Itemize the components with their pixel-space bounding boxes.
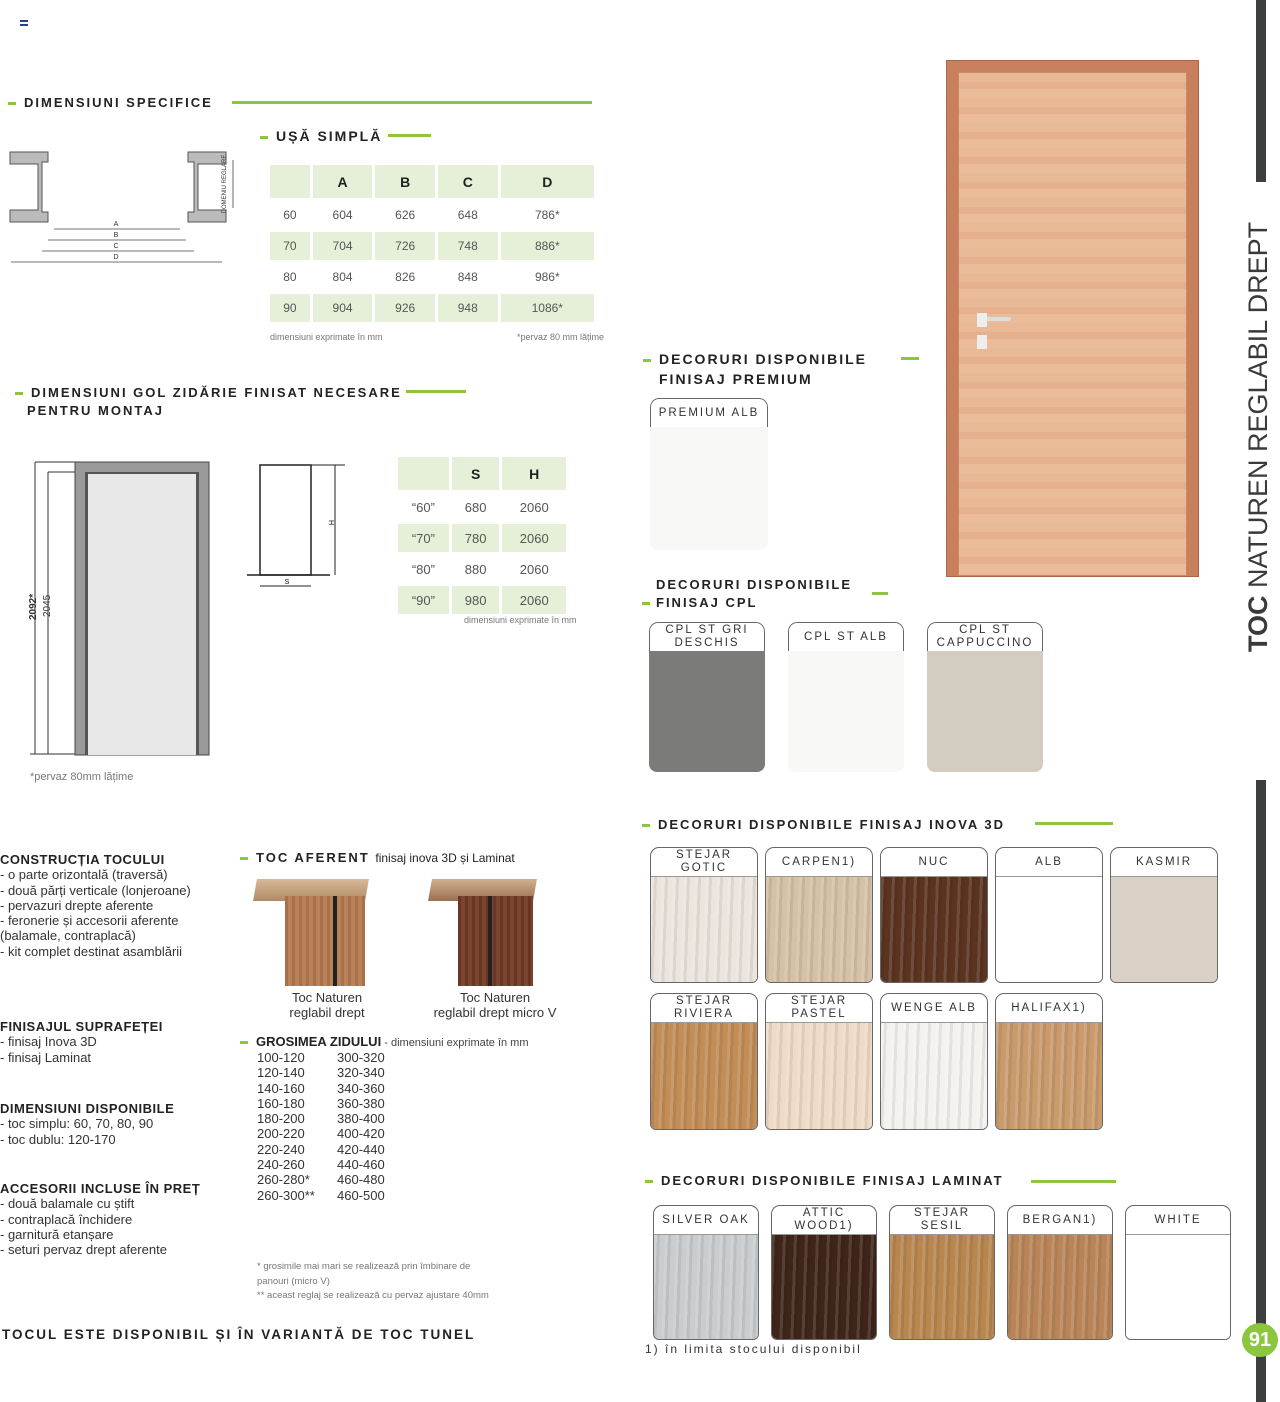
info-item: - finisaj Laminat — [0, 1049, 92, 1065]
info-title: DIMENSIUNI DISPONIBILE — [0, 1101, 175, 1116]
decor-card[interactable] — [1110, 847, 1218, 983]
decor-swatch — [996, 1023, 1102, 1129]
info-accesorii — [0, 1181, 200, 1257]
heading: DECORURI DISPONIBILE FINISAJ INOVA 3D — [658, 817, 1006, 832]
column-header: C — [438, 165, 498, 198]
table-cell: 680 — [464, 499, 487, 515]
info-item: (balamale, contraplacă) — [0, 928, 136, 944]
grosime-value: 360-380 — [337, 1095, 385, 1111]
section-inova — [642, 817, 1005, 832]
label-domeniu: DOMENIU REGLARE — [222, 154, 228, 214]
table-cell: 60 — [283, 208, 297, 222]
table-cell: 980 — [452, 586, 500, 614]
decor-swatch — [1126, 1235, 1230, 1339]
table-note: dimensiuni exprimate în mm — [270, 332, 383, 342]
toc-image-drept — [255, 874, 367, 986]
decor-swatch — [650, 427, 768, 550]
column-header — [398, 457, 449, 490]
side-bar — [1256, 780, 1266, 1402]
logo-mark — [20, 20, 28, 26]
heading: UȘĂ SIMPLĂ — [276, 128, 383, 144]
info-item: - pervazuri drepte aferente — [0, 897, 154, 913]
grosime-row — [257, 1081, 385, 1096]
label-s: S — [284, 579, 290, 586]
table-cell: 904 — [313, 294, 373, 322]
heading: TOC AFERENT — [256, 850, 370, 865]
side-bar — [1256, 0, 1266, 182]
table-cell: 880 — [464, 561, 487, 577]
decor-name: ALB — [996, 848, 1102, 877]
decor-name: PREMIUM ALB — [650, 398, 768, 427]
toc-tunel-note: TOCUL ESTE DISPONIBIL ȘI ÎN VARIANTĂ DE TOC TUNEL — [2, 1327, 476, 1342]
decor-name: STEJAR RIVIERA — [651, 994, 757, 1023]
decor-card[interactable] — [927, 622, 1043, 772]
table-cell: 848 — [457, 270, 478, 284]
decor-card[interactable] — [650, 847, 758, 983]
section-toc-aferent — [240, 850, 515, 865]
grosime-row — [257, 1142, 385, 1157]
grosime-value: 320-340 — [337, 1065, 385, 1081]
grosime-value: 460-500 — [337, 1187, 385, 1203]
column-header: H — [502, 457, 566, 490]
info-title: ACCESORII INCLUSE ÎN PREȚ — [0, 1181, 201, 1196]
decor-name: CPL ST CAPPUCCINO — [927, 622, 1043, 651]
door-image — [946, 60, 1199, 577]
table-cell: 726 — [375, 232, 435, 260]
decor-swatch — [651, 1023, 757, 1129]
section-laminat — [645, 1173, 1004, 1188]
decor-swatch — [881, 1023, 987, 1129]
grosime-value: 400-420 — [337, 1126, 385, 1142]
table-cell: 786* — [534, 208, 560, 222]
caption-line: Toc Naturen — [459, 990, 531, 1005]
table-cell: 2060 — [502, 524, 566, 552]
decor-card[interactable] — [880, 847, 988, 983]
label-d: D — [113, 254, 119, 261]
table-cell: “90” — [398, 586, 449, 614]
decor-card[interactable] — [1125, 1205, 1231, 1340]
info-item: - o parte orizontală (traversă) — [0, 867, 168, 883]
grosime-value: 460-480 — [337, 1172, 385, 1188]
decor-card[interactable] — [788, 622, 904, 772]
table-row — [398, 524, 566, 552]
table-note: *pervaz 80 mm lățime — [517, 332, 605, 342]
decor-name: STEJAR SESIL — [890, 1206, 994, 1235]
table-row — [398, 555, 566, 583]
decor-swatch — [654, 1235, 758, 1339]
decor-card[interactable] — [650, 993, 758, 1130]
decor-card[interactable] — [650, 398, 768, 550]
section-premium — [643, 349, 867, 389]
divider — [388, 134, 431, 137]
decor-name: CPL ST ALB — [788, 622, 904, 651]
table-row — [398, 493, 566, 521]
door-opening-diagram — [25, 455, 220, 765]
table-row — [398, 586, 566, 614]
decor-row-inova — [650, 847, 1218, 983]
heading: DECORURI DISPONIBILE — [659, 351, 868, 367]
dim-2045: 2045 — [42, 594, 53, 617]
caption-line: reglabil drept — [289, 1005, 365, 1020]
decor-swatch — [772, 1235, 876, 1339]
info-item: - seturi pervaz drept aferente — [0, 1242, 167, 1258]
table-cell: 90 — [270, 294, 310, 322]
grosime-row — [257, 1050, 385, 1065]
decor-swatch — [766, 877, 872, 982]
grosime-value: 340-360 — [337, 1080, 385, 1096]
decor-swatch — [927, 651, 1043, 772]
grosime-value: 380-400 — [337, 1111, 385, 1127]
decor-swatch — [1008, 1235, 1112, 1339]
info-constructia — [0, 852, 191, 959]
label-h: H — [327, 520, 334, 526]
decor-name: CARPEN1) — [766, 848, 872, 877]
grosime-value: 100-120 — [257, 1050, 305, 1065]
decor-row-cpl — [649, 622, 1043, 772]
section-usa-simpla — [260, 128, 382, 144]
info-item: - toc dublu: 120-170 — [0, 1131, 116, 1147]
decor-card[interactable] — [771, 1205, 877, 1340]
info-item: - finisaj Inova 3D — [0, 1034, 97, 1050]
info-item: - garnitură etanșare — [0, 1226, 114, 1242]
divider — [406, 390, 466, 393]
decor-swatch — [1111, 877, 1217, 982]
table-cell: 2060 — [519, 561, 549, 577]
divider — [1035, 822, 1113, 825]
grosime-value: 220-240 — [257, 1141, 305, 1157]
table-cell: 886* — [501, 232, 594, 260]
grosime-value: 120-140 — [257, 1065, 305, 1081]
decor-swatch — [788, 651, 904, 772]
grosime-value: 200-220 — [257, 1126, 305, 1142]
label-b: B — [113, 232, 119, 239]
grosime-row — [257, 1111, 385, 1126]
decor-swatch — [651, 877, 757, 982]
subheading: - dimensiuni exprimate în mm — [381, 1037, 529, 1049]
table-note: dimensiuni exprimate în mm — [464, 615, 577, 625]
grosime-row — [257, 1065, 385, 1080]
grosime-value: 260-300** — [257, 1187, 315, 1203]
table-cell: 80 — [283, 270, 297, 284]
grosime-row — [257, 1172, 385, 1187]
decor-name: KASMIR — [1111, 848, 1217, 877]
pervaz-note: *pervaz 80mm lățime — [30, 771, 134, 783]
table-cell: “80” — [411, 561, 435, 577]
table-cell: 804 — [332, 270, 353, 284]
grosime-row — [257, 1096, 385, 1111]
divider — [872, 592, 888, 595]
info-title: CONSTRUCȚIA TOCULUI — [0, 852, 165, 867]
table-cell: 1086* — [501, 294, 594, 322]
grosime-value: 140-160 — [257, 1080, 305, 1096]
column-header — [270, 165, 310, 198]
table-cell: 986* — [534, 270, 560, 284]
grosime-value: 420-440 — [337, 1141, 385, 1157]
table-cell: 948 — [438, 294, 498, 322]
frame-section-diagram — [8, 148, 240, 268]
grosime-value: 160-180 — [257, 1095, 305, 1111]
table-row — [270, 294, 594, 322]
table-cell: 604 — [332, 208, 353, 222]
grosime-row — [257, 1157, 385, 1172]
table-row — [270, 201, 594, 229]
dim-2092: 2092* — [28, 593, 39, 620]
section-dimensiuni-specifice — [8, 95, 213, 110]
decor-name: HALIFAX1) — [996, 994, 1102, 1023]
decor-card[interactable] — [649, 622, 765, 772]
side-title-bold: TOC — [1243, 595, 1273, 652]
decor-row-premium — [650, 398, 768, 550]
toc-caption — [267, 990, 387, 1020]
heading: GROSIMEA ZIDULUI — [256, 1034, 382, 1049]
decor-swatch — [766, 1023, 872, 1129]
info-item: - două balamale cu știft — [0, 1196, 135, 1212]
caption-line: reglabil drept micro V — [433, 1005, 557, 1020]
page-number: 91 — [1242, 1323, 1278, 1357]
decor-card[interactable] — [995, 993, 1103, 1130]
table-cell: 648 — [457, 208, 478, 222]
decor-name: WENGE ALB — [881, 994, 987, 1023]
caption-line: Toc Naturen — [291, 990, 363, 1005]
info-title: FINISAJUL SUPRAFEȚEI — [0, 1019, 163, 1034]
decor-card[interactable] — [1007, 1205, 1113, 1340]
subheading: finisaj inova 3D și Laminat — [375, 851, 515, 865]
heading: DECORURI DISPONIBILE — [656, 577, 853, 592]
decor-name: SILVER OAK — [654, 1206, 758, 1235]
gol-zidarie-table — [395, 454, 569, 617]
divider — [901, 357, 919, 360]
divider — [1031, 1180, 1116, 1183]
decor-swatch — [996, 877, 1102, 982]
grosime-row — [257, 1126, 385, 1141]
table-cell: 780 — [452, 524, 500, 552]
decor-name: STEJAR GOTIC — [651, 848, 757, 877]
side-title — [1243, 222, 1274, 652]
stock-footnote: 1) în limita stocului disponibil — [645, 1342, 862, 1356]
table-cell: 626 — [395, 208, 416, 222]
decor-card[interactable] — [765, 993, 873, 1130]
column-header: S — [452, 457, 500, 490]
decor-card[interactable] — [995, 847, 1103, 983]
decor-card[interactable] — [765, 847, 873, 983]
usa-simpla-table — [267, 162, 597, 325]
info-item: - feronerie și accesorii aferente — [0, 913, 179, 929]
wall-opening-diagram — [245, 462, 350, 592]
note-line: panouri (micro V) — [257, 1275, 330, 1287]
info-finisajul — [0, 1019, 163, 1065]
heading: PENTRU MONTAJ — [27, 403, 164, 418]
toc-caption — [420, 990, 570, 1020]
grosime-value: 240-260 — [257, 1157, 305, 1173]
decor-card[interactable] — [880, 993, 988, 1130]
section-grosimea — [240, 1034, 529, 1049]
label-a: A — [113, 221, 119, 228]
info-item: - toc simplu: 60, 70, 80, 90 — [0, 1116, 154, 1132]
table-row — [270, 232, 594, 260]
heading: DIMENSIUNI SPECIFICE — [24, 95, 213, 110]
table-cell: 70 — [270, 232, 310, 260]
grosime-value: 180-200 — [257, 1111, 305, 1127]
label-c: C — [113, 243, 119, 250]
decor-swatch — [649, 651, 765, 772]
decor-row-laminat — [653, 1205, 1231, 1340]
grosimi-notes — [257, 1260, 489, 1304]
grosime-row — [257, 1188, 385, 1203]
info-item: - kit complet destinat asamblării — [0, 943, 183, 959]
decor-name: BERGAN1) — [1008, 1206, 1112, 1235]
info-item: - două părți verticale (lonjeroane) — [0, 882, 191, 898]
divider — [232, 101, 592, 104]
decor-card[interactable] — [653, 1205, 759, 1340]
column-header: D — [501, 165, 594, 198]
side-title-text: NATUREN REGLABIL DREPT — [1243, 221, 1273, 588]
table-row — [270, 263, 594, 291]
decor-name: WHITE — [1126, 1206, 1230, 1235]
table-cell: 826 — [395, 270, 416, 284]
grosime-value: 440-460 — [337, 1157, 385, 1173]
table-cell: 704 — [313, 232, 373, 260]
decor-name: NUC — [881, 848, 987, 877]
info-item: - contraplacă închidere — [0, 1211, 133, 1227]
decor-swatch — [890, 1235, 994, 1339]
table-cell: 926 — [375, 294, 435, 322]
decor-card[interactable] — [889, 1205, 995, 1340]
note-line: ** aceast reglaj se realizează cu pervaz ajustare 40mm — [257, 1290, 489, 1301]
grosimi-list — [257, 1050, 385, 1203]
note-line: * grosimile mai mari se realizează prin îmbinare de — [257, 1261, 471, 1272]
column-header: A — [313, 165, 373, 198]
table-cell: “60” — [411, 499, 435, 515]
heading: FINISAJ CPL — [656, 595, 758, 610]
decor-name: ATTIC WOOD1) — [772, 1206, 876, 1235]
info-dimensiuni — [0, 1101, 174, 1147]
table-cell: 2060 — [502, 586, 566, 614]
table-cell: “70” — [398, 524, 449, 552]
grosime-value: 300-320 — [337, 1050, 385, 1065]
heading: DIMENSIUNI GOL ZIDĂRIE FINISAT NECESARE — [31, 385, 402, 400]
decor-name: CPL ST GRI DESCHIS — [649, 622, 765, 651]
heading: DECORURI DISPONIBILE FINISAJ LAMINAT — [661, 1173, 1004, 1188]
column-header: B — [375, 165, 435, 198]
grosime-value: 260-280* — [257, 1172, 310, 1188]
section-cpl — [642, 576, 852, 612]
section-gol-zidarie — [15, 384, 402, 420]
table-cell: 2060 — [519, 499, 549, 515]
decor-row-inova — [650, 993, 1103, 1130]
table-cell: 748 — [438, 232, 498, 260]
decor-name: STEJAR PASTEL — [766, 994, 872, 1023]
toc-image-micro-v — [430, 874, 535, 986]
decor-swatch — [881, 877, 987, 982]
heading: FINISAJ PREMIUM — [659, 371, 813, 387]
